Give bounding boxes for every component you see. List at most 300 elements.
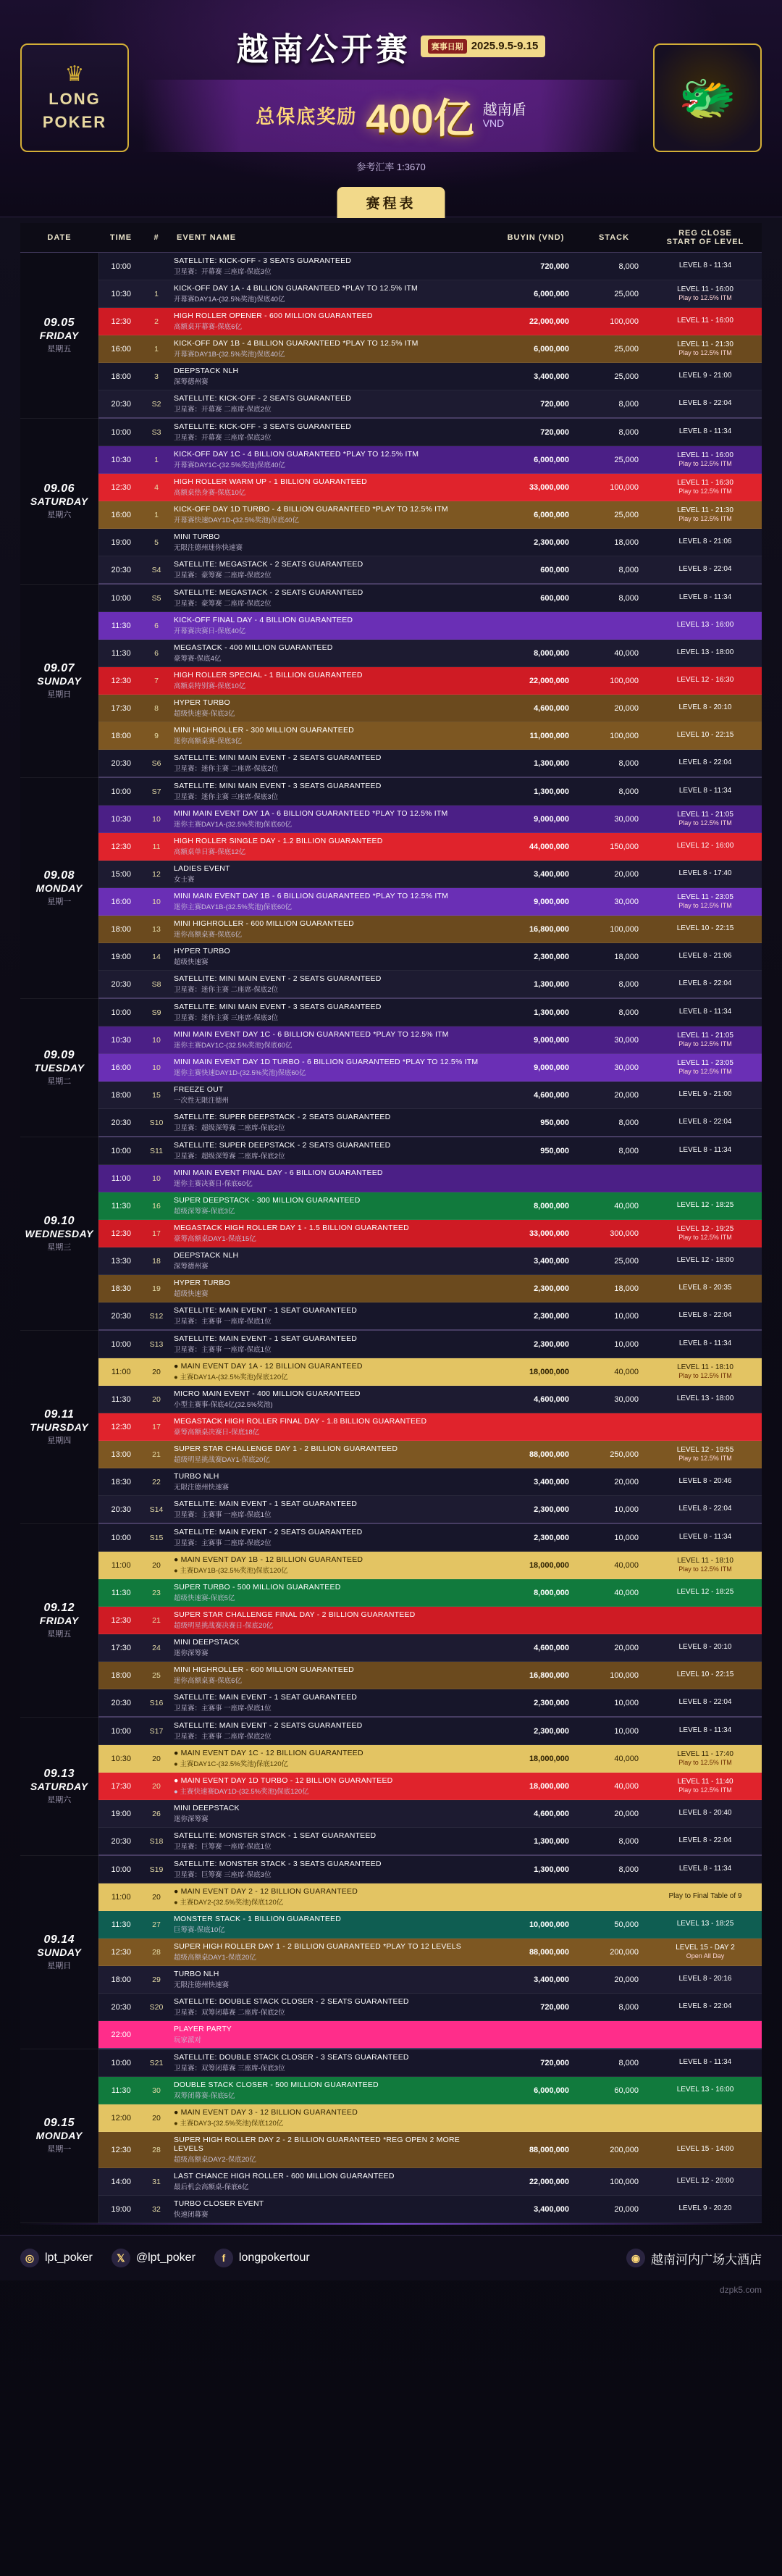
event-number: 25: [143, 1662, 169, 1689]
reg-close-note: Play to 12.5% ITM: [678, 819, 732, 827]
date-weekday-cn: 星期一: [47, 2145, 72, 2154]
event-time: 18:00: [98, 1662, 143, 1689]
date-weekday-cn: 星期五: [47, 344, 72, 354]
date-value: 09.10: [43, 1214, 75, 1227]
event-name: [169, 584, 492, 612]
event-name-cn: 超级高额桌DAY1-保底20亿: [174, 1954, 256, 1962]
event-name-cn: 无限注德州迷你快速赛: [174, 544, 243, 552]
reg-close-note: Play to 12.5% ITM: [678, 902, 732, 910]
event-buyin: 720,000: [492, 418, 579, 446]
reg-close-level: LEVEL 11 - 16:00: [677, 317, 733, 325]
event-name-en: SATELLITE: MAIN EVENT - 1 SEAT GUARANTEED: [174, 1500, 358, 1508]
event-time: 18:00: [98, 363, 143, 390]
col-buyin: BUYIN (VND): [492, 223, 579, 253]
event-name: [169, 1109, 492, 1137]
event-number: 24: [143, 1634, 169, 1662]
event-name-en: MINI MAIN EVENT DAY 1B - 6 BILLION GUARANTEED *PLAY TO 12.5% ITM: [174, 892, 449, 900]
event-reg-close: [649, 612, 762, 640]
event-name-cn: 豪筹高额桌DAY1-保底15亿: [174, 1235, 256, 1243]
event-name-cn: 卫星赛：迷你主赛 三座席-保底3位: [174, 1014, 279, 1022]
event-number: S20: [143, 1994, 169, 2021]
event-name: [169, 943, 492, 971]
event-name: [169, 335, 492, 363]
event-name-cn: 迷你高额桌赛-保底3亿: [174, 737, 242, 745]
reg-close-level: LEVEL 8 - 22:04: [678, 1118, 732, 1126]
event-stack: 8,000: [579, 418, 649, 446]
event-buyin: 3,400,000: [492, 1247, 579, 1275]
date-cell: [20, 584, 98, 777]
event-time: 10:00: [98, 584, 143, 612]
event-number: 13: [143, 916, 169, 943]
event-number: 18: [143, 1247, 169, 1275]
event-name-en: TURBO NLH: [174, 1472, 219, 1481]
reg-close-note: Play to 12.5% ITM: [678, 1068, 732, 1076]
event-number: 10: [143, 1054, 169, 1082]
event-reg-close: [649, 777, 762, 806]
event-number: 1: [143, 280, 169, 308]
reg-close-level: LEVEL 11 - 18:10: [677, 1556, 733, 1565]
reg-close-level: LEVEL 8 - 22:04: [678, 1505, 732, 1513]
event-number: 10: [143, 806, 169, 833]
event-buyin: 1,300,000: [492, 998, 579, 1026]
event-reg-close: [649, 1330, 762, 1358]
event-name: [169, 1689, 492, 1718]
reg-close-level: LEVEL 8 - 22:04: [678, 399, 732, 408]
table-row: [20, 971, 762, 999]
event-number: 10: [143, 1165, 169, 1192]
event-number: 20: [143, 1552, 169, 1579]
event-time: 19:00: [98, 529, 143, 556]
event-name: [169, 1302, 492, 1331]
reg-close-level: LEVEL 11 - 18:10: [677, 1363, 733, 1371]
table-row: [20, 1634, 762, 1662]
reg-close-level: LEVEL 8 - 22:04: [678, 1698, 732, 1707]
event-time: 20:30: [98, 556, 143, 585]
event-reg-close: [649, 1220, 762, 1247]
event-name: [169, 418, 492, 446]
event-stack: 20,000: [579, 2196, 649, 2223]
event-stack: 40,000: [579, 1773, 649, 1800]
event-number: S16: [143, 1689, 169, 1718]
event-number: 11: [143, 833, 169, 861]
event-buyin: 18,000,000: [492, 1773, 579, 1800]
event-name-en: ● MAIN EVENT DAY 1D TURBO - 12 BILLION GUARANTEED: [174, 1776, 393, 1785]
event-number: 20: [143, 1358, 169, 1386]
event-reg-close: [649, 1828, 762, 1856]
event-reg-close: [649, 1745, 762, 1773]
table-row: [20, 446, 762, 474]
social-facebook[interactable]: [214, 2249, 310, 2267]
reg-close-note: Play to 12.5% ITM: [678, 1786, 732, 1794]
event-buyin: 33,000,000: [492, 474, 579, 501]
event-stack: 25,000: [579, 1247, 649, 1275]
reg-close-level: LEVEL 8 - 11:34: [678, 593, 732, 602]
event-buyin: 3,400,000: [492, 2196, 579, 2223]
event-buyin: 18,000,000: [492, 1745, 579, 1773]
event-stack: [579, 2104, 649, 2132]
table-row: [20, 806, 762, 833]
event-name-cn: 卫星赛：超级深筹赛 二座席-保底2位: [174, 1124, 285, 1132]
social-facebook-label: longpokertour: [238, 2251, 310, 2264]
event-name-cn: 迷你深筹赛: [174, 1649, 209, 1657]
event-name: [169, 1966, 492, 1994]
event-time: 20:30: [98, 1994, 143, 2021]
event-stack: 20,000: [579, 1082, 649, 1109]
date-weekday: SUNDAY: [37, 674, 82, 687]
event-buyin: 1,300,000: [492, 777, 579, 806]
event-name: [169, 1220, 492, 1247]
event-time: 11:30: [98, 1386, 143, 1413]
event-name-en: TURBO CLOSER EVENT: [174, 2199, 264, 2208]
event-buyin: 18,000,000: [492, 1552, 579, 1579]
date-cell: [20, 777, 98, 998]
event-name-en: DEEPSTACK NLH: [174, 1251, 239, 1260]
table-row: [20, 474, 762, 501]
event-reg-close: [649, 2196, 762, 2223]
event-reg-close: [649, 2132, 762, 2168]
event-name-en: SATELLITE: MEGASTACK - 2 SEATS GUARANTEED: [174, 588, 363, 597]
event-name: [169, 1939, 492, 1966]
event-name-en: SUPER DEEPSTACK - 300 MILLION GUARANTEED: [174, 1196, 361, 1205]
table-row: [20, 1192, 762, 1220]
event-name: [169, 612, 492, 640]
event-buyin: 33,000,000: [492, 1220, 579, 1247]
event-number: 16: [143, 1192, 169, 1220]
table-row: [20, 1773, 762, 1800]
brand-logo: [20, 43, 129, 152]
x-twitter-icon: 𝕏: [112, 2249, 130, 2267]
event-reg-close: [649, 750, 762, 778]
brand-name-2: POKER: [42, 113, 107, 131]
col-stack: STACK: [579, 223, 649, 253]
event-reg-close: [649, 1911, 762, 1939]
reg-close-level: LEVEL 8 - 11:34: [678, 262, 732, 270]
event-name-en: SATELLITE: MONSTER STACK - 1 SEAT GUARANTEED: [174, 1831, 377, 1840]
event-name-en: LAST CHANCE HIGH ROLLER - 600 MILLION GUARANTEED: [174, 2172, 395, 2180]
event-stack: 8,000: [579, 390, 649, 419]
table-row: [20, 2104, 762, 2132]
tab-schedule[interactable]: 赛程表: [337, 187, 445, 218]
event-stack: 100,000: [579, 1662, 649, 1689]
reg-close-level: LEVEL 13 - 18:00: [676, 648, 734, 657]
date-weekday: MONDAY: [35, 2130, 83, 2142]
event-name-en: LADIES EVENT: [174, 864, 230, 873]
reg-close-level: LEVEL 15 - 14:00: [676, 2145, 734, 2154]
event-reg-close: [649, 1247, 762, 1275]
event-stack: 100,000: [579, 474, 649, 501]
event-reg-close: [649, 1054, 762, 1082]
event-buyin: [492, 2021, 579, 2049]
event-reg-close: [649, 1386, 762, 1413]
reg-close-level: LEVEL 10 - 22:15: [676, 924, 734, 933]
event-reg-close: [649, 1689, 762, 1718]
event-name: [169, 529, 492, 556]
event-buyin: 4,600,000: [492, 1386, 579, 1413]
event-time: 13:00: [98, 1441, 143, 1468]
reg-close-level: LEVEL 12 - 19:55: [676, 1445, 734, 1454]
reg-close-level: LEVEL 11 - 21:30: [677, 340, 733, 348]
event-number: [143, 253, 169, 280]
event-reg-close: [649, 418, 762, 446]
event-reg-close: [649, 253, 762, 280]
event-time: 18:00: [98, 1966, 143, 1994]
event-time: 10:00: [98, 418, 143, 446]
date-weekday: SATURDAY: [30, 1780, 88, 1792]
date-value: 09.13: [43, 1767, 75, 1780]
event-buyin: 9,000,000: [492, 888, 579, 916]
event-reg-close: [649, 1800, 762, 1828]
event-name-en: KICK-OFF DAY 1B - 4 BILLION GUARANTEED *PLAY TO 12.5% ITM: [174, 339, 419, 348]
event-name: [169, 363, 492, 390]
table-row: [20, 1386, 762, 1413]
table-row: [20, 2049, 762, 2077]
reg-close-level: LEVEL 8 - 11:34: [678, 2058, 732, 2067]
event-number: S6: [143, 750, 169, 778]
header-center: [142, 23, 640, 173]
event-name-cn: 超级明星挑战赛DAY1-保底20亿: [174, 1456, 270, 1464]
event-name-en: SUPER HIGH ROLLER DAY 1 - 2 BILLION GUARANTEED *PLAY TO 12 LEVELS: [174, 1942, 461, 1951]
event-number: 20: [143, 1386, 169, 1413]
event-stack: 8,000: [579, 777, 649, 806]
event-reg-close: [649, 1441, 762, 1468]
event-name-en: SATELLITE: MINI MAIN EVENT - 2 SEATS GUARANTEED: [174, 974, 382, 983]
event-name: [169, 695, 492, 722]
event-buyin: 16,800,000: [492, 1662, 579, 1689]
social-x[interactable]: [112, 2249, 196, 2267]
event-reg-close: [649, 1275, 762, 1302]
event-name-cn: 开幕赛快速DAY1D-(32.5%奖池)保底40亿: [174, 517, 299, 524]
reg-close-level: LEVEL 8 - 11:34: [678, 427, 732, 436]
reg-close-note: Play to 12.5% ITM: [678, 1565, 732, 1573]
event-number: 8: [143, 695, 169, 722]
event-name-cn: 一次性无限注德州: [174, 1097, 230, 1105]
reg-close-level: LEVEL 11 - 16:00: [677, 285, 733, 293]
date-weekday-cn: 星期三: [47, 1242, 72, 1252]
event-name: [169, 1386, 492, 1413]
event-buyin: 950,000: [492, 1109, 579, 1137]
event-time: 17:30: [98, 695, 143, 722]
event-number: S5: [143, 584, 169, 612]
event-buyin: 2,300,000: [492, 1330, 579, 1358]
event-stack: [579, 1607, 649, 1634]
event-reg-close: [649, 1302, 762, 1331]
event-name-cn: 卫星赛：主赛事 一座席-保底1位: [174, 1346, 272, 1354]
event-buyin: 4,600,000: [492, 1082, 579, 1109]
event-name-en: HYPER TURBO: [174, 947, 230, 955]
date-weekday: THURSDAY: [30, 1421, 89, 1433]
event-reg-close: [649, 695, 762, 722]
reg-close-note: Play to 12.5% ITM: [678, 515, 732, 523]
reg-close-note: Play to 12.5% ITM: [678, 294, 732, 302]
event-number: 14: [143, 943, 169, 971]
table-row: [20, 1607, 762, 1634]
event-number: S9: [143, 998, 169, 1026]
event-number: 1: [143, 501, 169, 529]
event-name-cn: 高额桌特别赛-保底10亿: [174, 682, 246, 690]
reg-close-level: LEVEL 12 - 18:25: [676, 1588, 734, 1597]
event-time: 20:30: [98, 1828, 143, 1856]
event-name-cn: 迷你主赛DAY1A-(32.5%奖池)保底60亿: [174, 821, 292, 829]
table-row: [20, 1994, 762, 2021]
reg-close-level: LEVEL 11 - 23:05: [677, 892, 733, 901]
event-name-en: SUPER TURBO - 500 MILLION GUARANTEED: [174, 1583, 341, 1592]
event-stack: 40,000: [579, 1192, 649, 1220]
event-reg-close: [649, 667, 762, 695]
event-stack: 40,000: [579, 1552, 649, 1579]
event-time: 19:00: [98, 1800, 143, 1828]
event-name-en: SATELLITE: MINI MAIN EVENT - 3 SEATS GUARANTEED: [174, 1003, 382, 1011]
event-name-en: MINI MAIN EVENT FINAL DAY - 6 BILLION GUARANTEED: [174, 1168, 383, 1177]
table-row: [20, 1828, 762, 1856]
table-row: [20, 2021, 762, 2049]
event-reg-close: [649, 308, 762, 335]
date-weekday-cn: 星期六: [47, 510, 72, 519]
event-reg-close: [649, 888, 762, 916]
event-name-cn: 卫星赛：迷你主赛 二座席-保底2位: [174, 765, 279, 773]
reg-close-level: LEVEL 8 - 20:46: [678, 1477, 732, 1486]
event-name: [169, 888, 492, 916]
event-buyin: 2,300,000: [492, 1302, 579, 1331]
event-time: 10:30: [98, 1745, 143, 1773]
event-time: 17:30: [98, 1773, 143, 1800]
schedule-table-wrap: [0, 217, 782, 2223]
event-name: [169, 1082, 492, 1109]
table-row: [20, 1939, 762, 1966]
event-stack: 20,000: [579, 1468, 649, 1496]
event-number: 10: [143, 1026, 169, 1054]
poster-footer: [0, 2235, 782, 2280]
prize-currency-code: VND: [482, 117, 505, 129]
event-name: [169, 1496, 492, 1524]
event-time: 19:00: [98, 2196, 143, 2223]
table-row: [20, 750, 762, 778]
event-name-en: HYPER TURBO: [174, 698, 230, 707]
event-name-cn: 卫星赛：迷你主赛 二座席-保底2位: [174, 986, 279, 994]
table-row: [20, 556, 762, 585]
event-name-en: MINI HIGHROLLER - 300 MILLION GUARANTEED: [174, 726, 354, 735]
table-row: [20, 1468, 762, 1496]
event-name-cn: 豪筹赛-保底4亿: [174, 655, 222, 663]
col-event-name: EVENT NAME: [169, 223, 492, 253]
reg-close-level: LEVEL 11 - 21:05: [677, 1031, 733, 1040]
event-buyin: 11,000,000: [492, 722, 579, 750]
event-time: 10:00: [98, 777, 143, 806]
event-name-en: MINI MAIN EVENT DAY 1C - 6 BILLION GUARANTEED *PLAY TO 12.5% ITM: [174, 1030, 449, 1039]
event-time: 18:00: [98, 1082, 143, 1109]
event-stack: 8,000: [579, 998, 649, 1026]
reg-close-note: Play to 12.5% ITM: [678, 1455, 732, 1463]
reg-close-note: Play to 12.5% ITM: [678, 460, 732, 468]
event-stack: 10,000: [579, 1496, 649, 1524]
event-time: 13:30: [98, 1247, 143, 1275]
event-name-en: DEEPSTACK NLH: [174, 367, 239, 375]
event-number: 26: [143, 1800, 169, 1828]
event-number: 20: [143, 1883, 169, 1911]
event-name: [169, 2021, 492, 2049]
reg-close-level: LEVEL 8 - 22:04: [678, 758, 732, 767]
date-weekday-cn: 星期一: [47, 897, 72, 906]
table-row: [20, 1330, 762, 1358]
venue-label: 越南河内广场大酒店: [651, 2252, 762, 2267]
event-name: [169, 1247, 492, 1275]
event-name-cn: 卫星赛：主赛事 二座席-保底2位: [174, 1733, 272, 1741]
col-time: TIME: [98, 223, 143, 253]
reg-close-level: Play to Final Table of 9: [668, 1892, 742, 1901]
event-number: S18: [143, 1828, 169, 1856]
event-name-en: TURBO NLH: [174, 1970, 219, 1978]
event-stack: 10,000: [579, 1717, 649, 1745]
table-row: [20, 363, 762, 390]
event-stack: 8,000: [579, 1137, 649, 1165]
event-number: S8: [143, 971, 169, 999]
event-name-cn: 开幕赛DAY1C-(32.5%奖池)保底40亿: [174, 461, 285, 469]
reg-close-level: LEVEL 13 - 16:00: [676, 2086, 734, 2094]
event-stack: 30,000: [579, 1026, 649, 1054]
event-name-cn: 卫星赛：巨筹赛 一座席-保底1位: [174, 1843, 272, 1851]
event-name-cn: 深筹德州赛: [174, 1263, 209, 1271]
event-name: [169, 1994, 492, 2021]
event-name: [169, 1634, 492, 1662]
event-buyin: 3,400,000: [492, 1966, 579, 1994]
event-buyin: 8,000,000: [492, 640, 579, 667]
event-buyin: 1,300,000: [492, 750, 579, 778]
table-row: [20, 335, 762, 363]
event-time: 11:00: [98, 1165, 143, 1192]
event-buyin: 6,000,000: [492, 2077, 579, 2104]
event-date-range: 2025.9.5-9.15: [471, 40, 539, 52]
event-name-cn: 开幕赛DAY1B-(32.5%奖池)保底40亿: [174, 351, 285, 359]
event-name: [169, 861, 492, 888]
reg-close-level: LEVEL 8 - 17:40: [678, 869, 732, 878]
event-time: 16:00: [98, 501, 143, 529]
table-row: [20, 1855, 762, 1883]
event-name: [169, 1883, 492, 1911]
event-reg-close: [649, 501, 762, 529]
reg-close-level: LEVEL 8 - 22:04: [678, 1836, 732, 1845]
social-instagram[interactable]: [20, 2249, 93, 2267]
event-reg-close: [649, 2077, 762, 2104]
event-stack: 20,000: [579, 1966, 649, 1994]
event-time: 12:30: [98, 1607, 143, 1634]
exchange-rate: 参考汇率 1:3670: [356, 161, 426, 172]
event-name-en: ● MAIN EVENT DAY 2 - 12 BILLION GUARANTEED: [174, 1887, 358, 1896]
date-value: 09.07: [43, 661, 75, 674]
event-stack: [579, 612, 649, 640]
event-name: [169, 1855, 492, 1883]
event-name-cn: 高额桌开幕赛-保底6亿: [174, 323, 242, 331]
event-name-cn: 卫星赛：超级深筹赛 二座席-保底2位: [174, 1153, 285, 1161]
event-number: S10: [143, 1109, 169, 1137]
event-name: [169, 1552, 492, 1579]
event-reg-close: [649, 1552, 762, 1579]
event-number: S17: [143, 1717, 169, 1745]
reg-close-level: LEVEL 11 - 23:05: [677, 1058, 733, 1067]
event-buyin: 6,000,000: [492, 446, 579, 474]
event-name: [169, 1745, 492, 1773]
reg-close-level: LEVEL 11 - 21:30: [677, 506, 733, 514]
event-name-en: SATELLITE: MAIN EVENT - 2 SEATS GUARANTEED: [174, 1528, 363, 1536]
reg-close-level: LEVEL 11 - 17:40: [677, 1749, 733, 1758]
table-header: [20, 223, 762, 253]
event-name-en: MICRO MAIN EVENT - 400 MILLION GUARANTEED: [174, 1389, 361, 1398]
event-time: 10:00: [98, 2049, 143, 2077]
event-time: 16:00: [98, 335, 143, 363]
event-name-en: SATELLITE: MAIN EVENT - 2 SEATS GUARANTEED: [174, 1721, 363, 1730]
table-row: [20, 1496, 762, 1524]
event-stack: 20,000: [579, 861, 649, 888]
reg-close-note: Play to 12.5% ITM: [678, 1759, 732, 1767]
reg-close-level: LEVEL 12 - 19:25: [676, 1224, 734, 1233]
